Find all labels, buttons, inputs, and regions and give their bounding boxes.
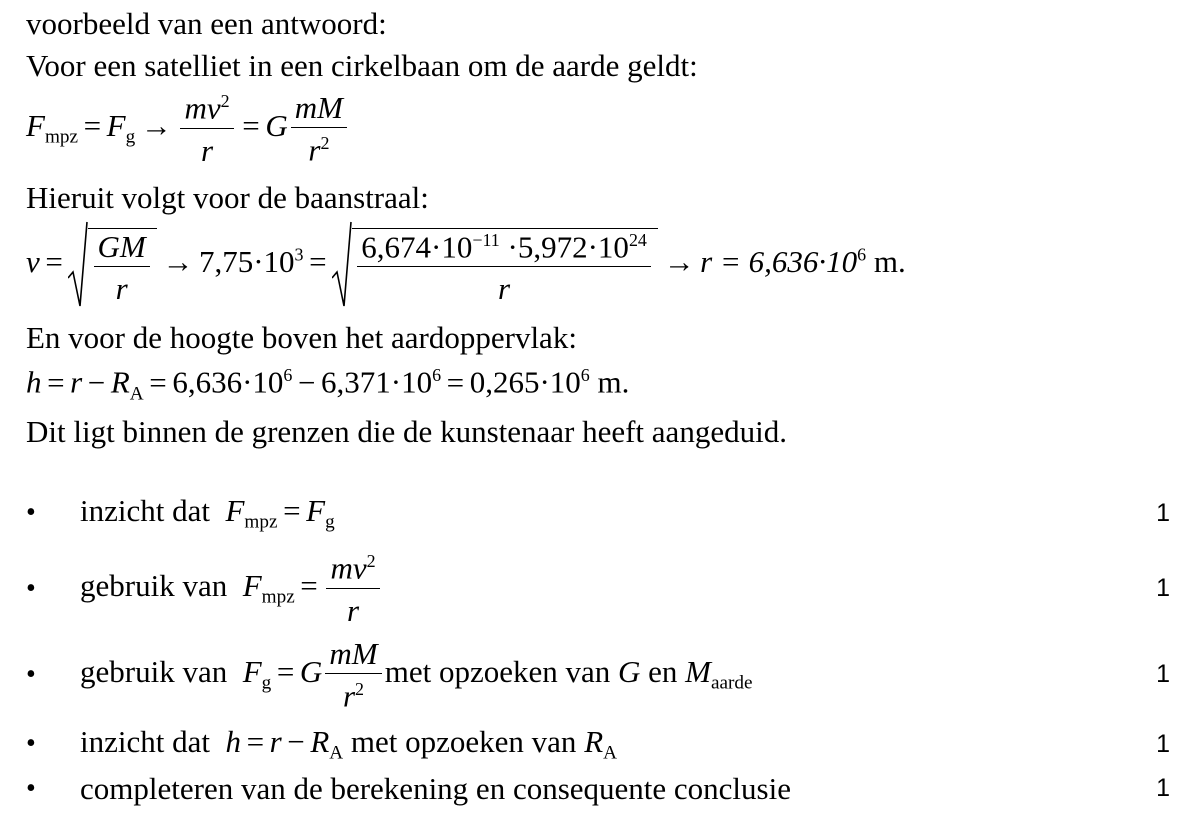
intro-line-3: Hieruit volgt voor de baanstraal:: [26, 180, 429, 215]
equation-orbit-radius: v = $\frac{GM}{r}$ → $7,75\cdot 10^3$ = $\frac{6,674\cdot 10^{-11} \cdot 5,972\cdot 10^{24}}{r}$ → $r = 6,636\cdot 10^6$ m.: [26, 220, 906, 310]
criterion-text: completeren van de berekening en consequente conclusie: [80, 771, 791, 806]
equation-height: $h = r - R_A = 6,636\cdot 10^6 - 6,371\cdot 10^6 = 0,265\cdot 10^6$ m.: [26, 364, 630, 405]
intro-line-1: voorbeeld van een antwoord:: [26, 6, 387, 41]
bullet-icon: •: [26, 497, 36, 529]
criterion-text: gebruik van $F_{mpz}$ = $\frac{mv^2}{r}$: [80, 552, 383, 626]
intro-line-5: Dit ligt binnen de grenzen die de kunstenaar heeft aangeduid.: [26, 414, 787, 449]
bullet-icon: •: [26, 572, 36, 604]
criterion-score: 1: [1156, 660, 1170, 689]
equation-force-balance: $F_{mpz} = F_g$ → $\frac{mv^2}{r}$ = G $\frac{mM}{r^2}$: [26, 92, 350, 166]
bullet-icon: •: [26, 772, 36, 804]
sqrt-symbol: $\frac{GM}{r}$: [68, 220, 156, 310]
criterion-score: 1: [1156, 774, 1170, 802]
criterion-text: gebruik van $F_g = G$ $\frac{mM}{r^2}$ met opzoeken van G en $M_{aarde}$: [80, 636, 753, 714]
criterion-row: [26, 726, 1178, 763]
criterion-row: [26, 495, 1178, 532]
criterion-score: 1: [1156, 729, 1170, 758]
criterion-row: [26, 552, 1178, 626]
sqrt-symbol: $\frac{6,674\cdot 10^{-11} \cdot 5,972\cdot 10^{24}}{r}$: [332, 220, 658, 310]
criterion-row: [26, 773, 1178, 804]
bullet-icon: •: [26, 728, 36, 760]
bullet-icon: •: [26, 658, 36, 690]
criterion-text: inzicht dat $F_{mpz} = F_g$: [80, 493, 335, 533]
criterion-row: [26, 638, 1178, 712]
intro-line-2: Voor een satelliet in een cirkelbaan om de aarde geldt:: [26, 48, 698, 83]
criterion-score: 1: [1156, 574, 1170, 603]
criterion-score: 1: [1156, 498, 1170, 527]
intro-line-4: En voor de hoogte boven het aardoppervlak:: [26, 320, 577, 355]
criterion-text: inzicht dat $h = r - R_A$ met opzoeken van $R_A$: [80, 724, 617, 764]
